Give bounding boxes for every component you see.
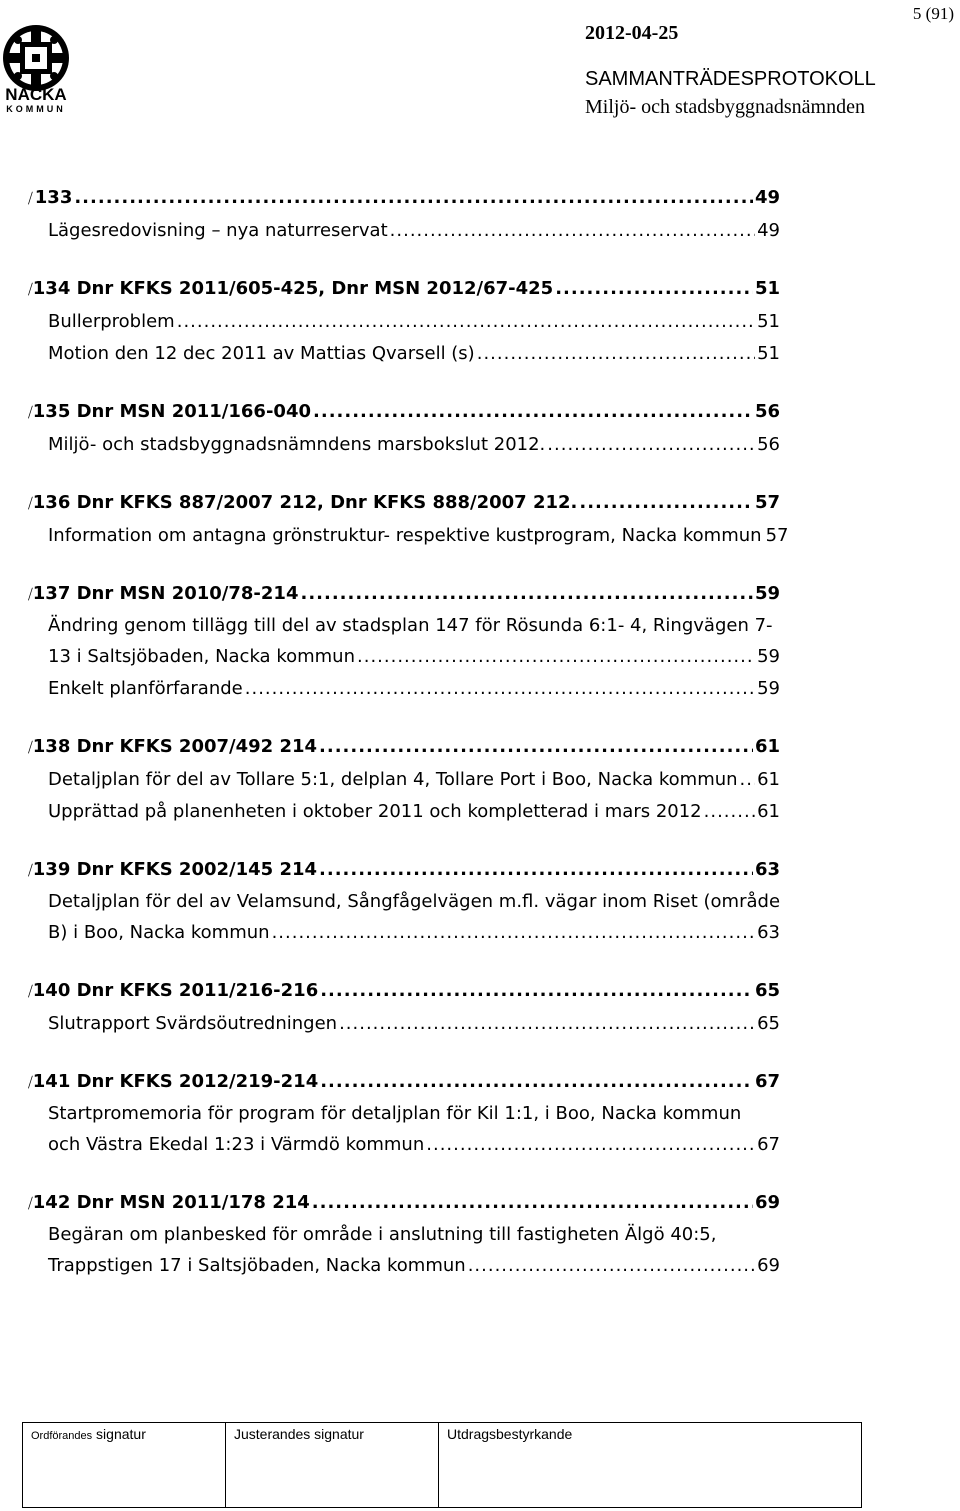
toc-heading[interactable]: [28, 182, 780, 215]
toc-entry-text: Lägesredovisning – nya naturreservat: [48, 220, 388, 241]
leader-dots: [704, 796, 755, 828]
arrow-icon: ⧸: [28, 405, 33, 421]
toc-section: [28, 487, 789, 552]
leader-dots: [177, 306, 755, 338]
toc-heading-page: 63: [754, 859, 780, 880]
toc-heading-text: 140 Dnr KFKS 2011/216-216: [32, 980, 319, 1001]
leader-dots: [320, 975, 753, 1007]
toc-section: [28, 731, 780, 828]
toc-entry[interactable]: [28, 306, 780, 338]
toc-entry-line: Begäran om planbesked för område i anslutning till fastigheten Älgö 40:5,: [48, 1224, 717, 1245]
arrow-icon: ⧸: [28, 863, 33, 879]
toc-heading-page: 67: [754, 1071, 780, 1092]
page-number: 5 (91): [912, 4, 954, 23]
leader-dots: [319, 731, 753, 763]
toc-entry-page: 63: [757, 922, 780, 943]
toc-entry[interactable]: [28, 641, 780, 673]
toc-heading[interactable]: [28, 273, 780, 306]
leader-dots: [740, 764, 756, 796]
arrow-icon: ⧸: [28, 1196, 33, 1212]
toc-entry-text: och Västra Ekedal 1:23 i Värmdö kommun: [48, 1134, 425, 1155]
leader-dots: [477, 338, 755, 370]
toc-section: [28, 578, 780, 705]
toc-heading[interactable]: [28, 578, 780, 611]
toc-entry-text: B) i Boo, Nacka kommun: [48, 922, 270, 943]
toc-heading[interactable]: [28, 396, 780, 429]
toc-entry[interactable]: [28, 673, 780, 705]
toc-heading-text: 137 Dnr MSN 2010/78-214: [32, 583, 299, 604]
toc-heading-page: 49: [754, 187, 780, 208]
leader-dots: [272, 917, 756, 949]
toc-entry-page: 61: [757, 769, 780, 790]
leader-dots: [426, 1129, 755, 1161]
toc-entry-text: Motion den 12 dec 2011 av Mattias Qvarsell (s): [48, 343, 475, 364]
leader-dots: [357, 641, 755, 673]
leader-dots: [579, 487, 753, 519]
toc-heading-text: 133: [34, 187, 73, 208]
header-date: 2012-04-25: [585, 22, 679, 44]
toc-entry-page: 51: [757, 343, 780, 364]
leader-dots: [339, 1008, 755, 1040]
toc-heading[interactable]: [28, 975, 780, 1008]
toc-heading[interactable]: [28, 487, 780, 520]
toc-heading-text: 136 Dnr KFKS 887/2007 212, Dnr KFKS 888/2007 212.: [32, 492, 578, 513]
signature-table: [22, 1422, 862, 1508]
header-subtitle: Miljö- och stadsbyggnadsnämnden: [585, 96, 865, 118]
toc-entry[interactable]: [28, 215, 780, 247]
toc-entry-text: 13 i Saltsjöbaden, Nacka kommun: [48, 646, 355, 667]
toc-entry-page: 59: [757, 646, 780, 667]
table-of-contents: [28, 182, 789, 1308]
logo-name: NACKA: [5, 85, 67, 104]
leader-dots: [319, 854, 753, 886]
toc-entry[interactable]: [28, 764, 780, 796]
arrow-icon: ⧸: [28, 191, 33, 207]
toc-section: [28, 182, 780, 247]
leader-dots: [468, 1250, 755, 1282]
leader-dots: [547, 429, 755, 461]
toc-entry[interactable]: [28, 429, 780, 461]
toc-entry-text: Enkelt planförfarande: [48, 678, 243, 699]
arrow-icon: ⧸: [28, 282, 33, 298]
toc-section: [28, 396, 780, 461]
leader-dots: [320, 1066, 753, 1098]
toc-heading-text: 135 Dnr MSN 2011/166-040: [32, 401, 312, 422]
header-title: SAMMANTRÄDESPROTOKOLL: [585, 68, 876, 90]
toc-entry-page: 67: [757, 1134, 780, 1155]
arrow-icon: ⧸: [28, 984, 33, 1000]
toc-entry-text: Trappstigen 17 i Saltsjöbaden, Nacka kommun: [48, 1255, 466, 1276]
toc-heading-page: 59: [754, 583, 780, 604]
toc-section: [28, 1187, 780, 1282]
arrow-icon: ⧸: [28, 496, 33, 512]
toc-heading-page: 69: [754, 1192, 780, 1213]
toc-entry-text: Miljö- och stadsbyggnadsnämndens marsbokslut 2012.: [48, 434, 546, 455]
toc-section: [28, 1066, 780, 1161]
toc-heading-text: 141 Dnr KFKS 2012/219-214: [32, 1071, 319, 1092]
toc-heading-page: 56: [754, 401, 780, 422]
leader-dots: [300, 578, 752, 610]
toc-heading-text: 138 Dnr KFKS 2007/492 214: [32, 736, 318, 757]
signature-adjuster: Justerandes signatur: [226, 1423, 439, 1508]
toc-heading-page: 57: [754, 492, 780, 513]
toc-entry-text: Bullerproblem: [48, 311, 175, 332]
toc-entry-page: 69: [757, 1255, 780, 1276]
toc-entry[interactable]: [28, 520, 789, 552]
toc-entry-page: 59: [757, 678, 780, 699]
toc-heading-page: 51: [754, 278, 780, 299]
toc-section: [28, 273, 780, 370]
toc-entry-page: 56: [757, 434, 780, 455]
toc-entry-line: Detaljplan för del av Velamsund, Sångfågelvägen m.fl. vägar inom Riset (område: [48, 891, 781, 912]
signature-certification: Utdragsbestyrkande: [439, 1423, 862, 1508]
toc-heading[interactable]: [28, 854, 780, 887]
leader-dots: [555, 273, 753, 305]
toc-entry[interactable]: [28, 917, 780, 949]
toc-entry-page: 49: [757, 220, 780, 241]
toc-entry-page: 57: [765, 525, 789, 546]
toc-entry[interactable]: [28, 1250, 780, 1282]
toc-entry-line: Ändring genom tillägg till del av stadsplan 147 för Rösunda 6:1- 4, Ringvägen 7-: [48, 615, 773, 636]
toc-heading-text: 142 Dnr MSN 2011/178 214: [32, 1192, 310, 1213]
toc-entry-page: 51: [757, 311, 780, 332]
leader-dots: [74, 182, 753, 214]
leader-dots: [245, 673, 755, 705]
toc-heading-text: 134 Dnr KFKS 2011/605-425, Dnr MSN 2012/67-425: [32, 278, 554, 299]
arrow-icon: ⧸: [28, 1075, 33, 1091]
toc-heading[interactable]: [28, 1066, 780, 1099]
toc-heading-page: 61: [754, 736, 780, 757]
toc-entry-line: Startpromemoria för program för detaljplan för Kil 1:1, i Boo, Nacka kommun: [48, 1103, 742, 1124]
toc-heading-text: 139 Dnr KFKS 2002/145 214: [32, 859, 318, 880]
toc-entry-page: 61: [757, 801, 780, 822]
leader-dots: [390, 215, 755, 247]
leader-dots: [312, 1187, 753, 1219]
signature-chair: Ordförandes signatur: [23, 1423, 226, 1508]
toc-heading[interactable]: [28, 1187, 780, 1220]
toc-entry[interactable]: [28, 796, 780, 828]
toc-entry-text: Information om antagna grönstruktur- respektive kustprogram, Nacka kommun: [48, 525, 762, 546]
arrow-icon: ⧸: [28, 740, 33, 756]
toc-entry[interactable]: [28, 338, 780, 370]
toc-entry[interactable]: [28, 1008, 780, 1040]
toc-heading-page: 65: [754, 980, 780, 1001]
toc-section: [28, 975, 780, 1040]
toc-section: [28, 854, 780, 949]
toc-entry-page: 65: [757, 1013, 780, 1034]
toc-heading[interactable]: [28, 731, 780, 764]
leader-dots: [313, 396, 753, 428]
logo-sub: KOMMUN: [6, 104, 66, 114]
toc-entry-text: Upprättad på planenheten i oktober 2011 och kompletterad i mars 2012: [48, 801, 702, 822]
toc-entry-text: Slutrapport Svärdsöutredningen: [48, 1013, 338, 1034]
toc-entry[interactable]: [28, 1129, 780, 1161]
arrow-icon: ⧸: [28, 587, 33, 603]
toc-entry-text: Detaljplan för del av Tollare 5:1, delplan 4, Tollare Port i Boo, Nacka kommun: [48, 769, 738, 790]
